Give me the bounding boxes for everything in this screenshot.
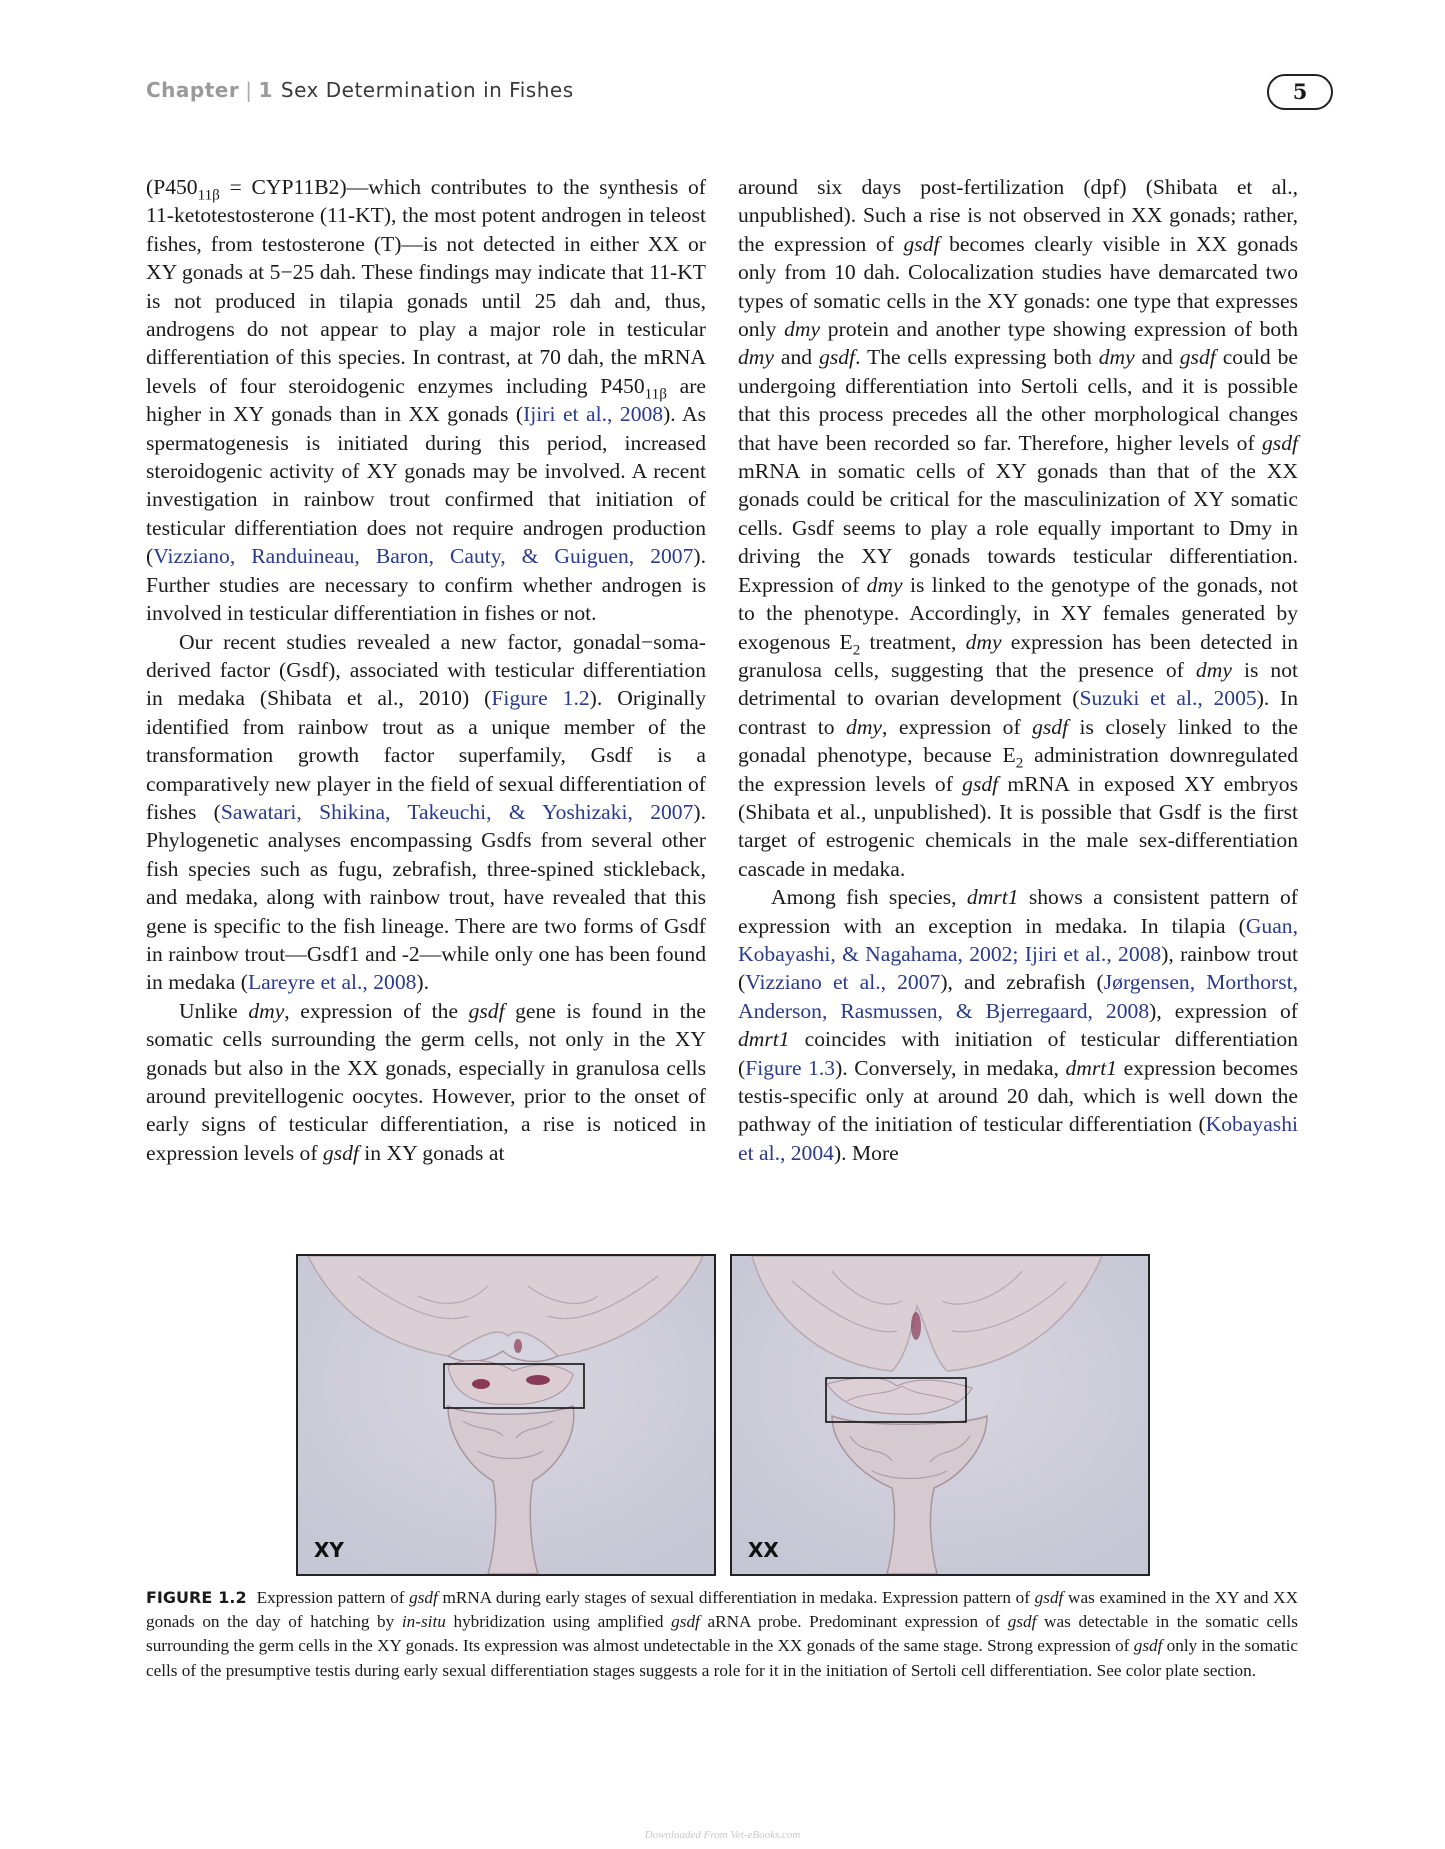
running-header [146, 78, 1333, 112]
page-number: 5 [1267, 74, 1333, 110]
paragraph: Among fish species, dmrt1 shows a consistent pattern of expression with an exception in medaka. In tilapia (Guan, Kobayashi, & Nagahama, 2002; Ijiri et al., 2008), rainbow trout (Vizziano et al., 2007), and zebrafish (Jørgensen, Morthorst, Anderson, Rasmussen, & Bjerregaard, 2008), expression of dmrt1 coincides with initiation of testicular differentiation (Figure 1.3). Conversely, in medaka, dmrt1 expression becomes testis-specific only at around 20 dah, which is well down the pathway of the initiation of testicular differentiation (Kobayashi et al., 2004). More [738, 885, 1299, 1165]
citation-link[interactable]: Sawatari, Shikina, Takeuchi, & Yoshizaki, 2007 [220, 799, 694, 824]
figure-1-2 [296, 1254, 1146, 1576]
micrograph-xx [730, 1254, 1150, 1576]
header-separator: | [245, 78, 253, 102]
micrograph-xy-image [298, 1256, 714, 1574]
figure-link[interactable]: Figure 1.3 [745, 1055, 836, 1080]
citation-link[interactable]: Ijiri et al., 2008 [523, 402, 664, 427]
footer-watermark: Downloaded From Vet-eBooks.com [644, 1829, 801, 1841]
citation-link[interactable]: Vizziano et al., 2007 [745, 970, 941, 995]
citation-link[interactable]: Vizziano, Randuineau, Baron, Cauty, & Guiguen, 2007 [153, 544, 694, 569]
citation-link[interactable]: Jørgensen, Morthorst, Anderson, Rasmussen, & Bjerregaard, 2008 [738, 970, 1298, 1023]
figure-link[interactable]: Figure 1.2 [491, 686, 590, 711]
right-column [738, 173, 1298, 1167]
chapter-title: Sex Determination in Fishes [280, 78, 574, 102]
micrograph-xx-image [732, 1256, 1148, 1574]
citation-link[interactable]: Suzuki et al., 2005 [1079, 686, 1257, 711]
citation-link[interactable]: Lareyre et al., 2008 [247, 970, 417, 995]
paragraph: Our recent studies revealed a new factor, gonadal−soma-derived factor (Gsdf), associated with testicular differentiation in medaka (Shibata et al., 2010) (Figure 1.2). Originally identified from rainbow trout as a unique member of the transformation growth factor superfamily, Gsdf is a comparatively new player in the field of sexual differentiation of fishes (Sawatari, Shikina, Takeuchi, & Yoshizaki, 2007). Phylogenetic analyses encompassing Gsdfs from several other fish species such as fugu, zebrafish, three-spined stickleback, and medaka, along with rainbow trout, have revealed that this gene is specific to the fish lineage. There are two forms of Gsdf in rainbow trout—Gsdf1 and -2—while only one has been found in medaka (Lareyre et al., 2008). [146, 629, 706, 995]
citation-link[interactable]: Guan, Kobayashi, & Nagahama, 2002; Ijiri et al., 2008 [738, 913, 1298, 966]
chapter-heading [146, 78, 574, 102]
figure-caption: FIGURE 1.2 Expression pattern of gsdf mRNA during early stages of sexual differentiation in medaka. Expression pattern of gsdf was examined in the XY and XX gonads on the day of hatching by in-situ hybridization using amplified gsdf aRNA probe. Predominant expression of gsdf was detectable in the somatic cells surrounding the germ cells in the XY gonads. Its expression was almost undetectable in the XX gonads of the same stage. Strong expression of gsdf only in the somatic cells of the presumptive testis during early sexual differentiation stages suggests a role for it in the initiation of Sertoli cell differentiation. See color plate section. [146, 1588, 1299, 1680]
figure-label: FIGURE 1.2 [146, 1588, 247, 1607]
citation-link[interactable]: Kobayashi et al., 2004 [738, 1112, 1298, 1165]
micrograph-xy [296, 1254, 716, 1576]
paragraph: ($P450_{11\beta}$ = CYP11B2)—which contributes to the synthesis of 11-ketotestosterone (11-KT), the most potent androgen in teleost fishes, from testosterone (T)—is not detected in either XX or XY gonads at 5−25 dah. These findings may indicate that 11-KT is not produced in tilapia gonads until 25 dah and, thus, androgens do not appear to play a major role in testicular differentiation of this species. In contrast, at 70 dah, the mRNA levels of four steroidogenic enzymes including $P450_{11\beta}$ are higher in XY gonads than in XX gonads (Ijiri et al., 2008). As spermatogenesis is initiated during this period, increased steroidogenic activity of XY gonads may be involved. A recent investigation in rainbow trout confirmed that initiation of testicular differentiation does not require androgen production (Vizziano, Randuineau, Baron, Cauty, & Guiguen, 2007). Further studies are necessary to confirm whether androgen is involved in testicular differentiation in fishes or not. [146, 175, 707, 626]
paragraph: around six days post-fertilization (dpf) (Shibata et al., unpublished). Such a rise is not observed in XX gonads; rather, the expression of gsdf becomes clearly visible in XX gonads only from 10 dah. Colocalization studies have demarcated two types of somatic cells in the XY gonads: one type that expresses only dmy protein and another type showing expression of both dmy and gsdf. The cells expressing both dmy and gsdf could be undergoing differentiation into Sertoli cells, and it is possible that this process precedes all the other morphological changes that have been recorded so far. Therefore, higher levels of gsdf mRNA in somatic cells of XY gonads than that of the XX gonads could be critical for the masculinization of XY somatic cells. Gsdf seems to play a role equally important to Dmy in driving the XY gonads towards testicular differentiation. Expression of dmy is linked to the genotype of the gonads, not to the phenotype. Accordingly, in XY females generated by exogenous $E_2$ treatment, dmy expression has been detected in granulosa cells, suggesting that the presence of dmy is not detrimental to ovarian development (Suzuki et al., 2005). In contrast to dmy, expression of gsdf is closely linked to the gonadal phenotype, because $E_2$ administration downregulated the expression levels of gsdf mRNA in exposed XY embryos (Shibata et al., unpublished). It is possible that Gsdf is the first target of estrogenic chemicals in the male sex-differentiation cascade in medaka. [738, 175, 1299, 881]
panel-label-xy: XY [314, 1538, 344, 1562]
chapter-number: 1 [258, 78, 273, 102]
left-column [146, 173, 706, 1167]
paragraph: Unlike dmy, expression of the gsdf gene is found in the somatic cells surrounding the germ cells, not only in the XY gonads but also in the XX gonads, especially in granulosa cells around previtellogenic oocytes. However, prior to the onset of early signs of testicular differentiation, a rise is noticed in expression levels of gsdf in XY gonads at [146, 998, 706, 1165]
chapter-word: Chapter [146, 78, 240, 102]
panel-label-xx: XX [748, 1538, 779, 1562]
